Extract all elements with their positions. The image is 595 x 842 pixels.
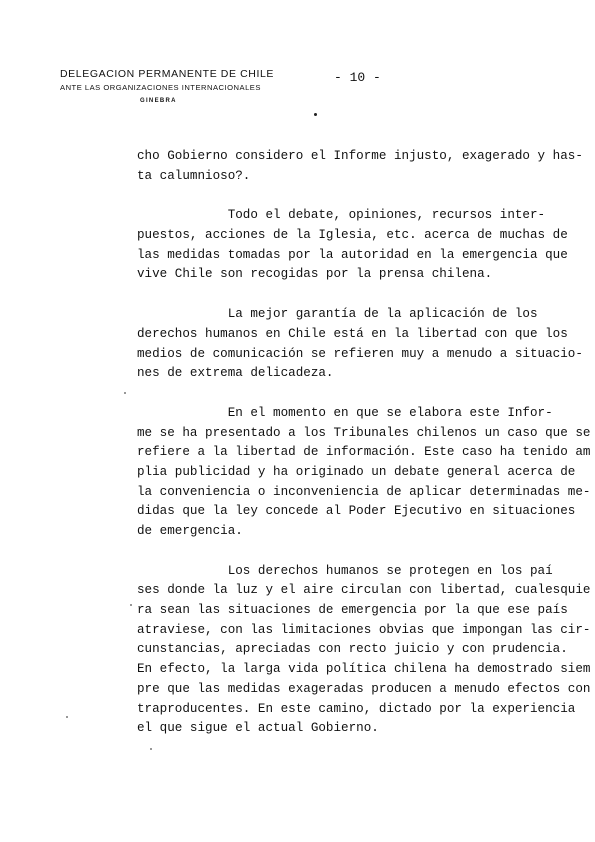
paragraph [137,147,583,186]
text-line: me se ha presentado a los Tribunales chilenos un caso que se [137,425,591,440]
text-line: la conveniencia o inconveniencia de aplicar determinadas me- [137,484,591,499]
text-line: traproducentes. En este camino, dictado por la experiencia [137,701,576,716]
text-line: el que sigue el actual Gobierno. [137,721,379,736]
text-line: cho Gobierno considero el Informe injusto, exagerado y has- [137,149,583,163]
text-line: puestos, acciones de la Iglesia, etc. acerca de muchas de [137,228,568,243]
paragraph [137,305,583,384]
ink-speck [124,392,126,394]
text-line: ra sean las situaciones de emergencia por la que ese país [137,603,568,618]
page-number: - 10 - [334,70,381,85]
text-line: ta calumnioso?. [137,168,251,183]
text-line: En el momento en que se elabora este Infor- [137,405,553,420]
letterhead [60,68,320,104]
text-line: nes de extrema delicadeza. [137,366,334,381]
text-line: vive Chile son recogidas por la prensa chilena. [137,267,493,282]
letterhead-organizations: ANTE LAS ORGANIZACIONES INTERNACIONALES [60,83,261,92]
text-line: atraviese, con las limitaciones obvias que impongan las cir- [137,622,591,637]
text-line: ses donde la luz y el aire circulan con libertad, cualesquie [137,583,591,598]
ink-mark [314,113,317,116]
paragraph [137,206,577,285]
text-line: didas que la ley concede al Poder Ejecutivo en situaciones [137,504,576,519]
text-line: pre que las medidas exageradas producen a menudo efectos con [137,681,591,696]
text-line: derechos humanos en Chile está en la libertad con que los [137,326,568,341]
letterhead-delegation: DELEGACION PERMANENTE DE CHILE [60,68,275,80]
text-line: Los derechos humanos se protegen en los paí [137,563,553,578]
body-text [137,147,591,759]
text-line: En efecto, la larga vida política chilena ha demostrado siem [137,662,591,677]
letterhead-city: GINEBRA [140,98,177,104]
paragraph [137,404,591,542]
text-line: de emergencia. [137,524,243,538]
text-line: medios de comunicación se refieren muy a menudo a situacio- [137,346,583,361]
text-line: cunstancias, apreciadas con recto juicio y con prudencia. [137,642,568,657]
paragraph [137,562,591,739]
text-line: refiere a la libertad de información. Este caso ha tenido am [137,445,591,460]
text-line: La mejor garantía de la aplicación de los [137,307,538,322]
ink-speck [66,716,68,718]
text-line: plia publicidad y ha originado un debate general acerca de [137,464,576,479]
text-line: las medidas tomadas por la autoridad en la emergencia que [137,247,568,262]
text-line: Todo el debate, opiniones, recursos inter- [137,208,546,223]
ink-speck [130,604,132,606]
